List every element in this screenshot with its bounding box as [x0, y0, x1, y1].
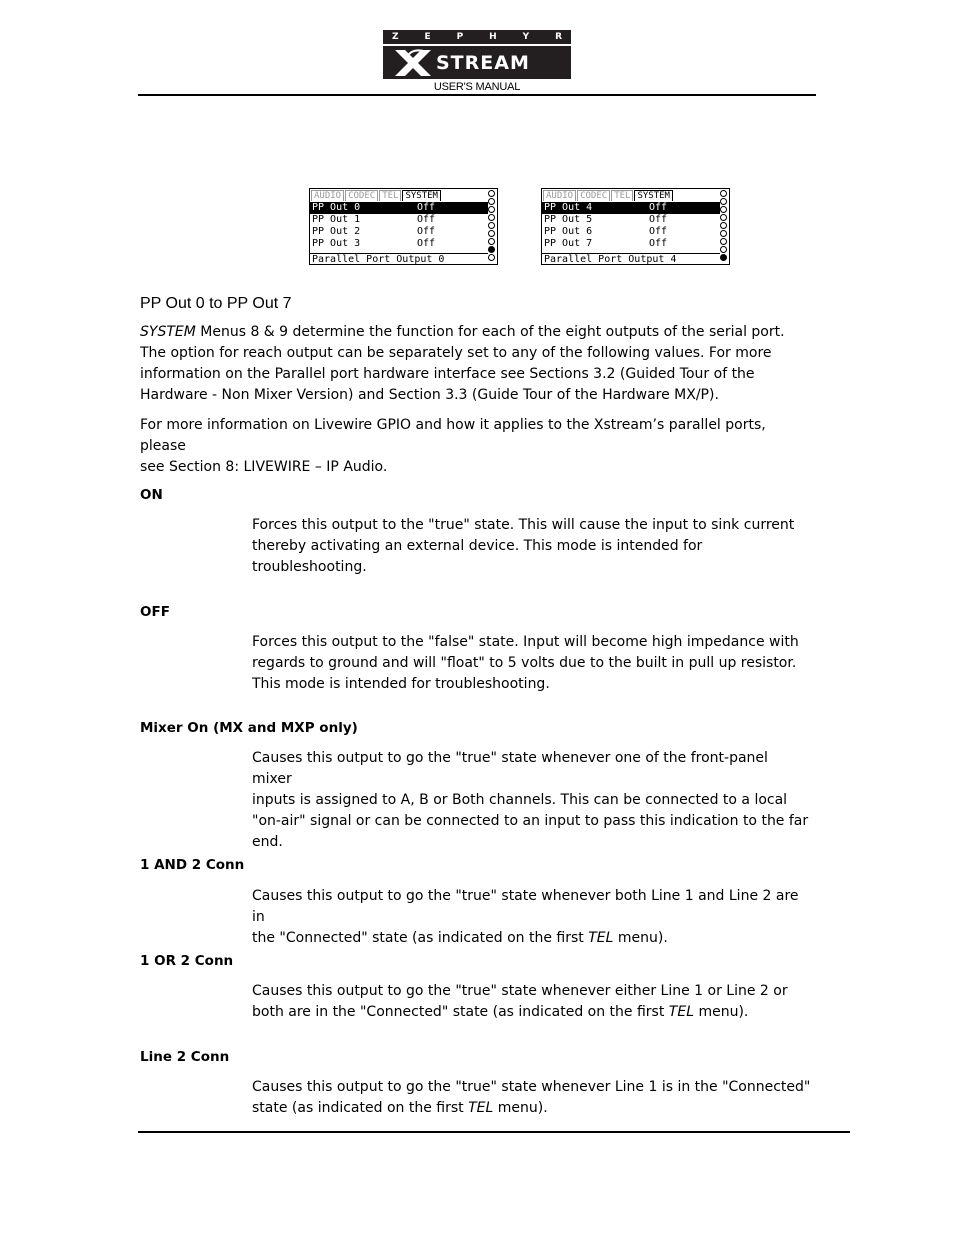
- intro-line: [140, 322, 816, 343]
- desc-text: state (as indicated on the first: [252, 1100, 469, 1116]
- desc-menu-name: TEL: [468, 1100, 494, 1116]
- scroll-dot-icon: [488, 198, 495, 205]
- lcd-row-value: Off: [417, 226, 436, 237]
- scroll-dot-icon: [720, 206, 727, 213]
- desc-text: menu).: [613, 930, 668, 946]
- scroll-dot-icon: [488, 254, 495, 261]
- lcd-row: [542, 214, 720, 226]
- scroll-dot-active-icon: [488, 246, 495, 253]
- option-desc-line-2-conn: [252, 1077, 812, 1119]
- option-desc-mixer-on: [252, 748, 812, 853]
- desc-text: the "Connected" state (as indicated on the first: [252, 930, 589, 946]
- scroll-dot-icon: [720, 238, 727, 245]
- option-term-off: OFF: [140, 604, 170, 620]
- logo-letter: H: [489, 32, 497, 42]
- lcd-row-label: PP Out 4: [544, 202, 593, 213]
- intro-menu-name: SYSTEM: [140, 324, 196, 340]
- livewire-line: see Section 8: LIVEWIRE – IP Audio.: [140, 459, 388, 475]
- desc-menu-name: TEL: [668, 1004, 694, 1020]
- scroll-dot-icon: [720, 190, 727, 197]
- lcd-tab-audio: AUDIO: [543, 190, 576, 201]
- intro-paragraph: [140, 322, 816, 406]
- scroll-dot-active-icon: [720, 254, 727, 261]
- lcd-scroll-indicator: [487, 190, 496, 262]
- logo-divider: [383, 44, 571, 46]
- lcd-row-label: PP Out 0: [312, 202, 361, 213]
- footer-rule: [138, 1131, 850, 1133]
- desc-menu-name: TEL: [588, 930, 614, 946]
- lcd-row-label: PP Out 5: [544, 214, 593, 225]
- lcd-row-label: PP Out 7: [544, 238, 593, 249]
- logo-letter: P: [456, 32, 464, 42]
- lcd-row: [310, 238, 488, 250]
- desc-line: inputs is assigned to A, B or Both channels. This can be connected to a local: [252, 792, 788, 808]
- desc-text: both are in the "Connected" state (as indicated on the first: [252, 1004, 669, 1020]
- option-term-mixer-on: Mixer On (MX and MXP only): [140, 720, 358, 736]
- scroll-dot-icon: [720, 198, 727, 205]
- lcd-row-selected: [310, 202, 488, 214]
- zephyr-xstream-logo: [383, 30, 571, 79]
- lcd-screen-system-menu-8: [309, 188, 498, 265]
- lcd-row-selected: [542, 202, 720, 214]
- logo-letter: E: [424, 32, 431, 42]
- lcd-row: [310, 226, 488, 238]
- lcd-row-value: Off: [417, 202, 436, 213]
- lcd-row-label: PP Out 6: [544, 226, 593, 237]
- lcd-scroll-indicator: [719, 190, 728, 262]
- option-desc-1-and-2-conn: [252, 886, 812, 949]
- scroll-dot-icon: [488, 222, 495, 229]
- option-term-1-and-2-conn: 1 AND 2 Conn: [140, 857, 245, 873]
- desc-line: regards to ground and will "float" to 5 volts due to the built in pull up resistor.: [252, 655, 797, 671]
- manual-subtitle: USER'S MANUAL: [433, 81, 521, 93]
- scroll-dot-icon: [720, 222, 727, 229]
- lcd-tab-codec: CODEC: [577, 190, 610, 201]
- lcd-row-value: Off: [649, 214, 668, 225]
- lcd-row-value: Off: [417, 238, 436, 249]
- option-desc-on: [252, 515, 812, 578]
- lcd-row-label: PP Out 2: [312, 226, 361, 237]
- desc-text: menu).: [694, 1004, 749, 1020]
- option-term-on: ON: [140, 487, 163, 503]
- lcd-row-label: PP Out 3: [312, 238, 361, 249]
- scroll-dot-icon: [488, 230, 495, 237]
- logo-x-mark-icon: [393, 48, 433, 78]
- livewire-paragraph: [140, 415, 816, 478]
- desc-line: thereby activating an external device. This mode is intended for: [252, 538, 703, 554]
- desc-line: This mode is intended for troubleshooting.: [252, 676, 550, 692]
- desc-line: "on-air" signal or can be connected to an input to pass this indication to the far: [252, 813, 809, 829]
- lcd-menu-list: [542, 202, 720, 250]
- logo-letter: Z: [392, 32, 399, 42]
- lcd-tab-tel: TEL: [379, 190, 401, 201]
- lcd-menu-list: [310, 202, 488, 250]
- desc-line: Causes this output to go the "true" state whenever both Line 1 and Line 2 are in: [252, 888, 799, 925]
- lcd-row-value: Off: [649, 202, 668, 213]
- desc-line: [252, 928, 812, 949]
- desc-line: end.: [252, 834, 283, 850]
- intro-line: information on the Parallel port hardware interface see Sections 3.2 (Guided Tour of the: [140, 366, 755, 382]
- lcd-tab-tel: TEL: [611, 190, 633, 201]
- lcd-row: [310, 214, 488, 226]
- desc-line: Forces this output to the "false" state. Input will become high impedance with: [252, 634, 799, 650]
- desc-line: Causes this output to go the "true" state whenever either Line 1 or Line 2 or: [252, 983, 788, 999]
- desc-line: [252, 1098, 812, 1119]
- desc-text: menu).: [493, 1100, 548, 1116]
- option-desc-off: [252, 632, 812, 695]
- scroll-dot-icon: [720, 246, 727, 253]
- scroll-dot-icon: [720, 230, 727, 237]
- lcd-tab-system: SYSTEM: [634, 190, 673, 201]
- lcd-status-line: Parallel Port Output 0: [312, 254, 445, 265]
- lcd-row-label: PP Out 1: [312, 214, 361, 225]
- header-rule: [138, 94, 816, 96]
- logo-letter: R: [555, 32, 562, 42]
- lcd-tab-codec: CODEC: [345, 190, 378, 201]
- lcd-row-value: Off: [417, 214, 436, 225]
- desc-line: Forces this output to the "true" state. This will cause the input to sink current: [252, 517, 795, 533]
- scroll-dot-icon: [488, 190, 495, 197]
- lcd-tab-bar: [311, 190, 442, 201]
- lcd-row-value: Off: [649, 238, 668, 249]
- lcd-screen-system-menu-9: [541, 188, 730, 265]
- desc-line: Causes this output to go the "true" state whenever Line 1 is in the "Connected": [252, 1079, 811, 1095]
- scroll-dot-icon: [488, 238, 495, 245]
- intro-line: Hardware - Non Mixer Version) and Section 3.3 (Guide Tour of the Hardware MX/P).: [140, 387, 719, 403]
- livewire-line: For more information on Livewire GPIO and how it applies to the Xstream’s parallel ports, please: [140, 417, 766, 454]
- option-desc-1-or-2-conn: [252, 981, 812, 1023]
- desc-line: troubleshooting.: [252, 559, 367, 575]
- lcd-row: [542, 238, 720, 250]
- lcd-status-line: Parallel Port Output 4: [544, 254, 677, 265]
- option-term-1-or-2-conn: 1 OR 2 Conn: [140, 953, 234, 969]
- lcd-row: [542, 226, 720, 238]
- scroll-dot-icon: [720, 214, 727, 221]
- logo-letter: Y: [522, 32, 530, 42]
- scroll-dot-icon: [488, 206, 495, 213]
- scroll-dot-icon: [488, 214, 495, 221]
- lcd-tab-audio: AUDIO: [311, 190, 344, 201]
- option-term-line-2-conn: Line 2 Conn: [140, 1049, 230, 1065]
- intro-line-text: Menus 8 & 9 determine the function for each of the eight outputs of the serial port.: [195, 324, 785, 340]
- lcd-row-value: Off: [649, 226, 668, 237]
- desc-line: Causes this output to go the "true" state whenever one of the front-panel mixer: [252, 750, 768, 787]
- desc-line: [252, 1002, 812, 1023]
- logo-wordmark: STREAM: [436, 52, 530, 74]
- logo-brand-letters: [383, 30, 571, 44]
- intro-line: The option for reach output can be separately set to any of the following values. For more: [140, 345, 772, 361]
- lcd-tab-bar: [543, 190, 674, 201]
- section-title: PP Out 0 to PP Out 7: [140, 295, 292, 312]
- lcd-tab-system: SYSTEM: [402, 190, 441, 201]
